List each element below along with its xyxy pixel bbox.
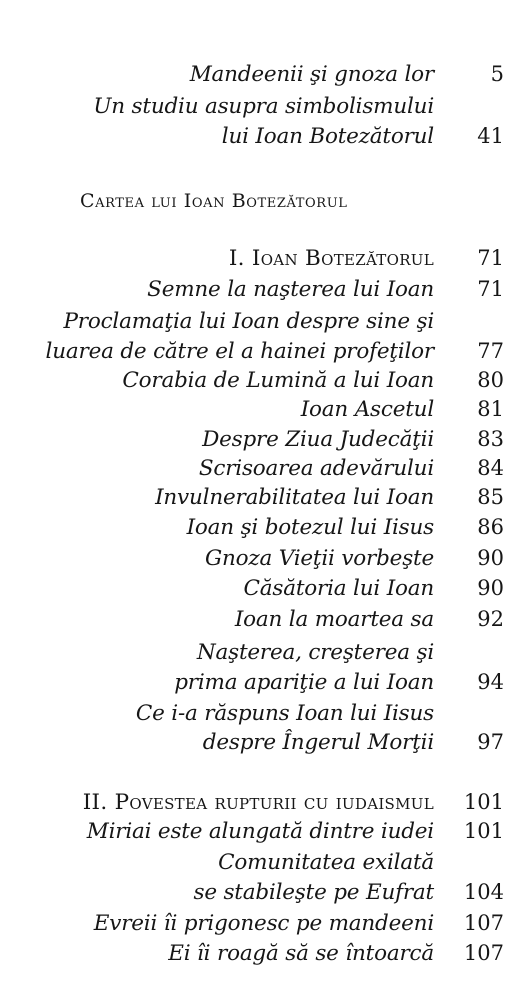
toc-entry-page: 81 <box>477 397 504 421</box>
toc-entry <box>0 668 512 697</box>
toc-entry <box>0 878 512 907</box>
toc-entry <box>0 728 512 757</box>
toc-entry-title: Miriai este alungată dintre iudei <box>86 819 434 844</box>
toc-entry-page: 5 <box>490 62 504 86</box>
toc-entry-page: 107 <box>463 941 504 965</box>
toc-entry <box>0 275 512 304</box>
toc-entry <box>0 92 512 121</box>
toc-entry-page: 104 <box>463 880 504 904</box>
toc-entry <box>0 454 512 483</box>
toc-entry-page: 101 <box>463 790 504 814</box>
toc-entry-title: prima apariţie a lui Ioan <box>174 670 434 695</box>
toc-entry-title: lui Ioan Botezătorul <box>221 124 434 149</box>
toc-entry <box>0 483 512 512</box>
toc-entry-title: se stabileşte pe Eufrat <box>193 880 434 905</box>
toc-entry <box>0 425 512 454</box>
toc-entry-title: despre Îngerul Morţii <box>202 730 434 755</box>
toc-entry <box>0 122 512 151</box>
toc-entry <box>0 848 512 877</box>
toc-entry-page: 71 <box>477 277 504 301</box>
toc-entry-page: 41 <box>477 124 504 148</box>
toc-entry-title: Ioan Ascetul <box>300 397 434 422</box>
toc-entry <box>0 366 512 395</box>
toc-entry <box>0 60 512 89</box>
toc-entry-title: I. Ioan Botezătorul <box>228 246 434 271</box>
toc-entry <box>0 939 512 968</box>
toc-entry-title: Despre Ziua Judecăţii <box>202 427 434 452</box>
toc-entry-title: Semne la naşterea lui Ioan <box>147 277 434 302</box>
toc-entry-page: 107 <box>463 911 504 935</box>
toc-entry-title: Ioan la moartea sa <box>234 607 434 632</box>
toc-entry-title: luarea de către el a hainei profeţilor <box>45 339 434 364</box>
toc-entry <box>0 605 512 634</box>
toc-entry-page: 101 <box>463 819 504 843</box>
toc-entry-title: II. Povestea rupturii cu iudaismul <box>82 790 434 815</box>
toc-entry-title: Invulnerabilitatea lui Ioan <box>155 485 434 510</box>
toc-entry-page: 90 <box>477 546 504 570</box>
section-heading: Cartea lui Ioan Botezătorul <box>80 190 348 212</box>
toc-entry-page: 90 <box>477 576 504 600</box>
toc-entry-page: 84 <box>477 456 504 480</box>
toc-entry <box>0 513 512 542</box>
toc-entry <box>0 909 512 938</box>
toc-entry-title: Gnoza Vieţii vorbeşte <box>205 546 434 571</box>
toc-entry-page: 80 <box>477 368 504 392</box>
toc-entry-page: 86 <box>477 515 504 539</box>
toc-entry-title: Evreii îi prigonesc pe mandeeni <box>93 911 434 936</box>
toc-entry-page: 71 <box>477 246 504 270</box>
toc-entry <box>0 574 512 603</box>
toc-entry <box>0 337 512 366</box>
toc-entry-page: 85 <box>477 485 504 509</box>
toc-entry-page: 97 <box>477 730 504 754</box>
toc-entry <box>0 638 512 667</box>
toc-entry-title: Căsătoria lui Ioan <box>243 576 434 601</box>
toc-entry-page: 94 <box>477 670 504 694</box>
toc-entry-title: Corabia de Lumină a lui Ioan <box>122 368 434 393</box>
toc-entry <box>0 699 512 728</box>
toc-entry-title: Scrisoarea adevărului <box>198 456 434 481</box>
toc-entry-page: 92 <box>477 607 504 631</box>
toc-entry-title: Un studiu asupra simbolismului <box>93 94 434 119</box>
toc-entry-title: Mandeenii şi gnoza lor <box>189 62 434 87</box>
toc-entry <box>0 307 512 336</box>
toc-entry-page: 77 <box>477 339 504 363</box>
toc-entry-title: Comunitatea exilată <box>218 850 434 875</box>
toc-entry <box>0 244 512 273</box>
toc-entry <box>0 544 512 573</box>
toc-entry <box>0 395 512 424</box>
toc-entry-title: Proclamaţia lui Ioan despre sine şi <box>63 309 434 334</box>
toc-entry <box>0 788 512 817</box>
toc-entry-title: Ce i-a răspuns Ioan lui Iisus <box>135 701 434 726</box>
toc-entry-page: 83 <box>477 427 504 451</box>
toc-entry <box>0 817 512 846</box>
toc-entry-title: Ei îi roagă să se întoarcă <box>168 941 434 966</box>
toc-entry-title: Ioan şi botezul lui Iisus <box>186 515 434 540</box>
toc-entry-title: Naşterea, creşterea şi <box>196 640 434 665</box>
